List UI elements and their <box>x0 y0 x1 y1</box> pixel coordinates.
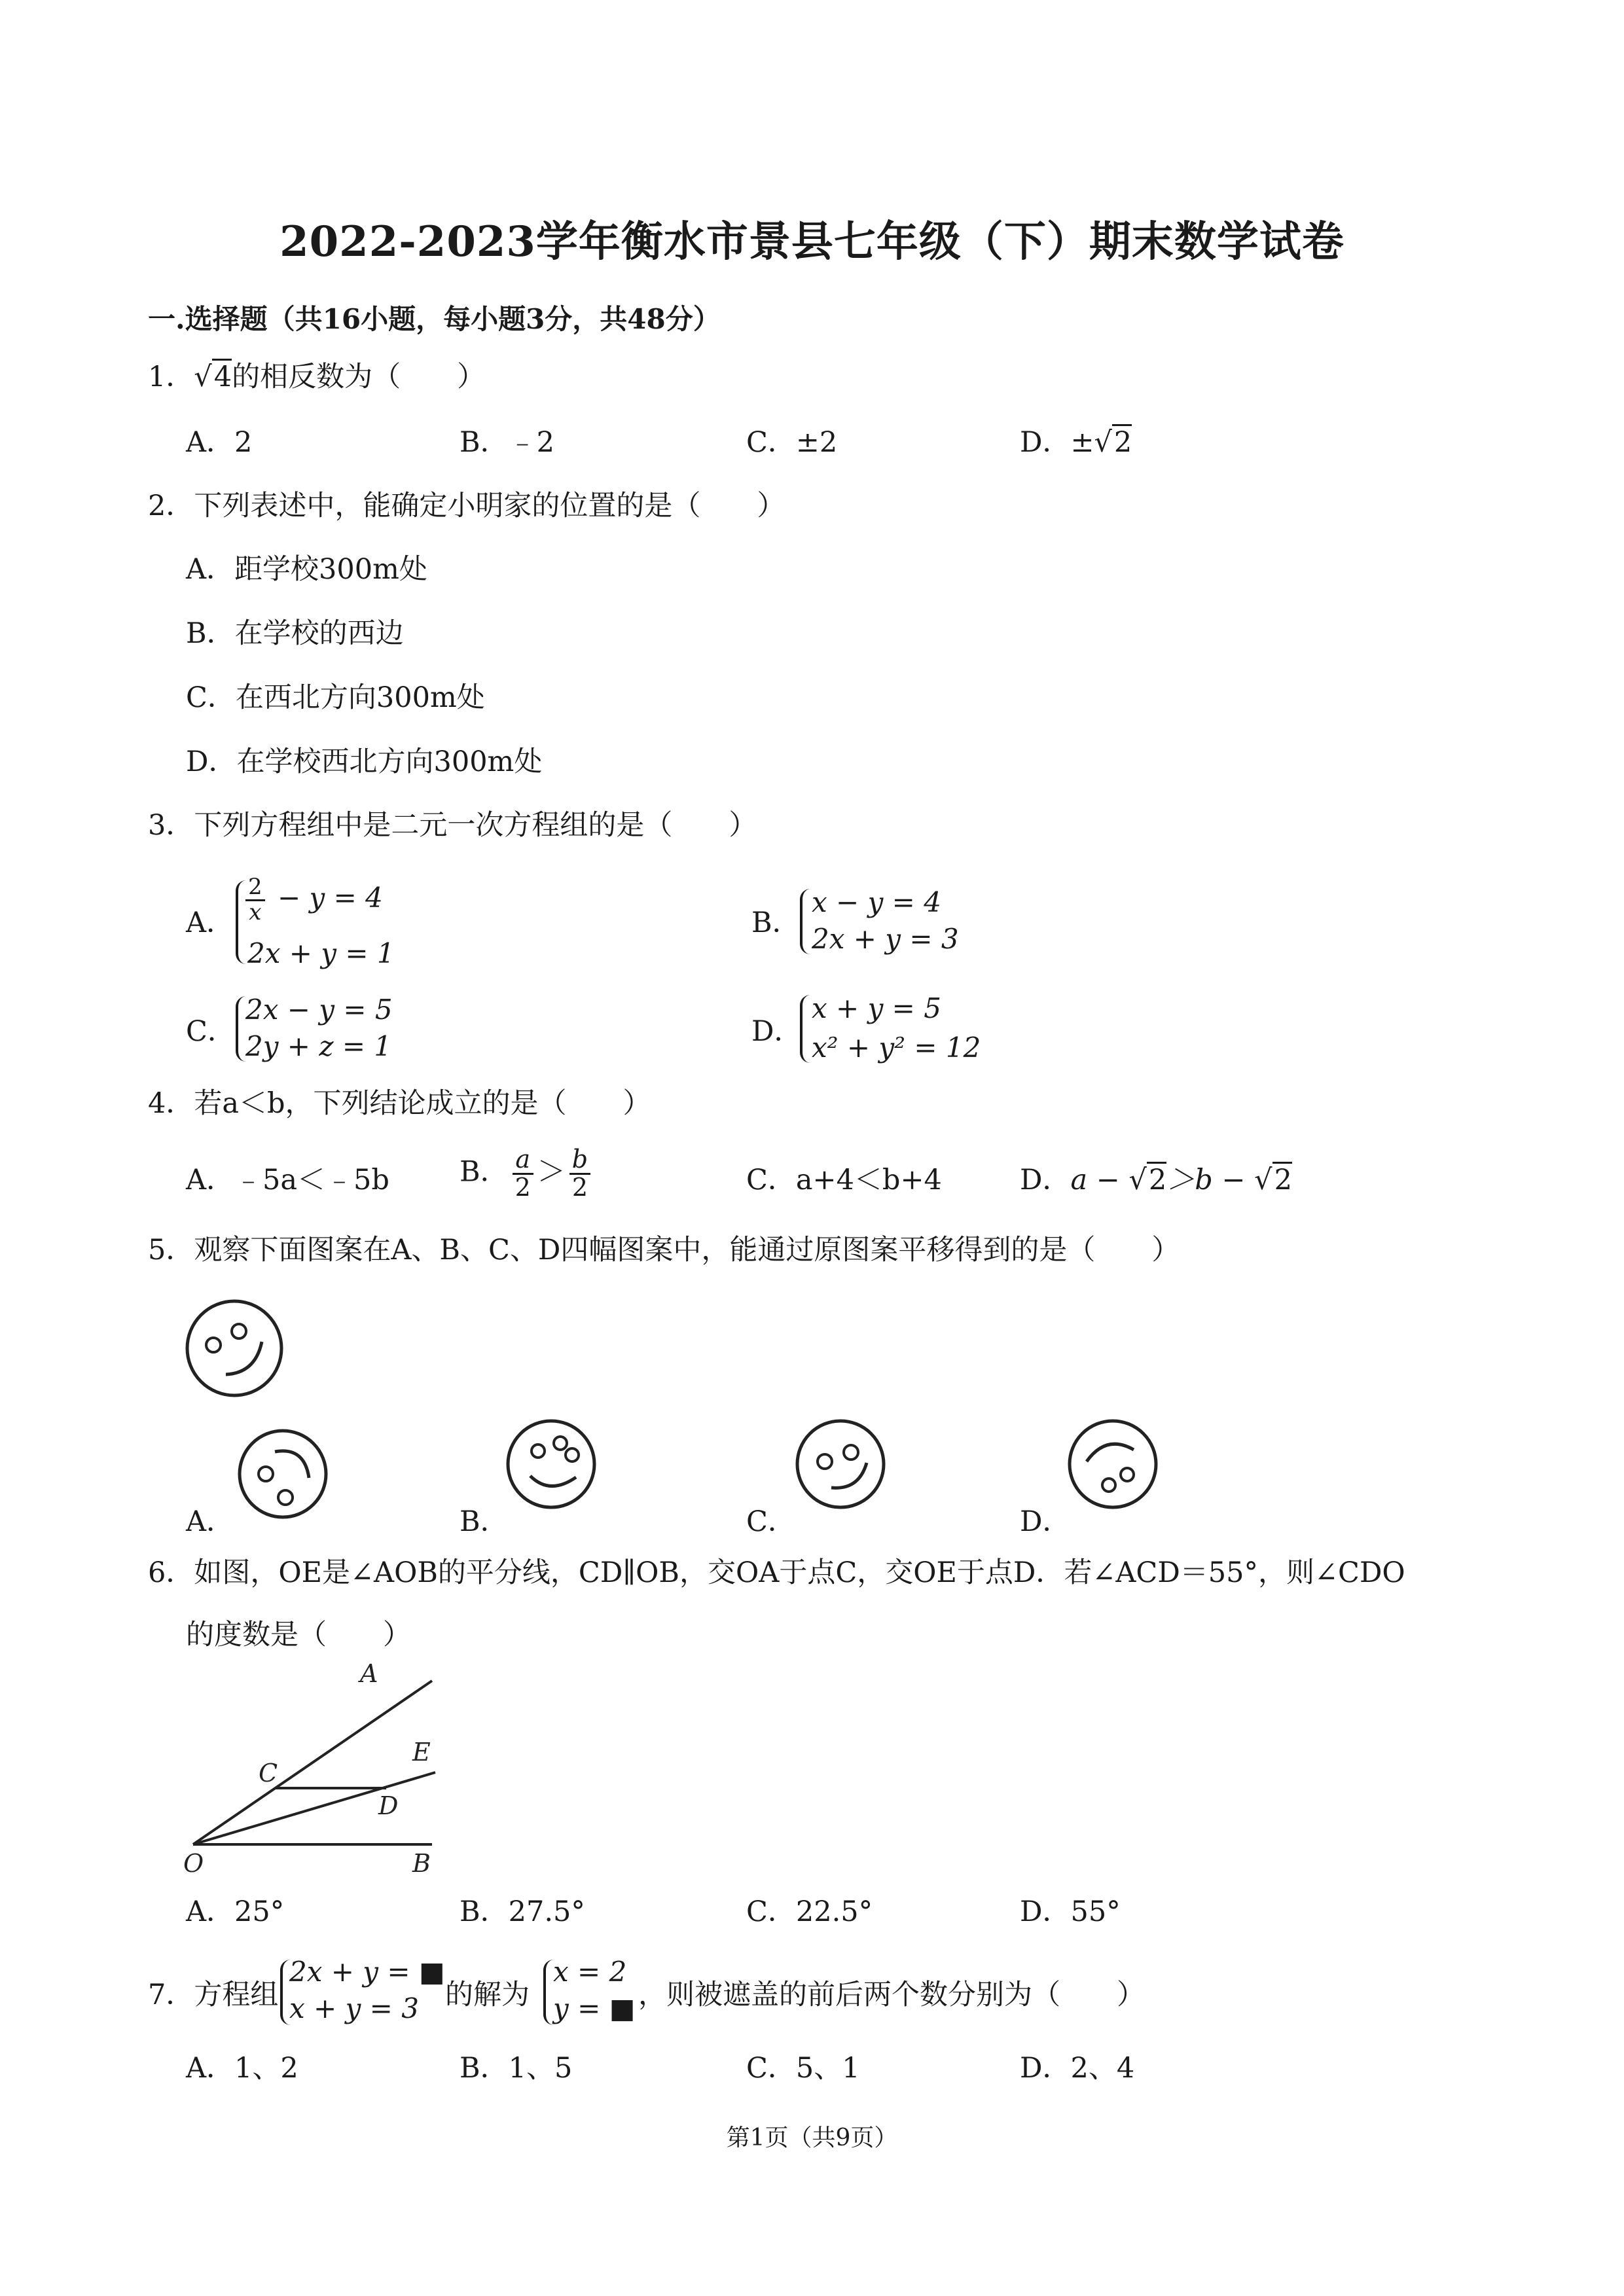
q1-option-c[interactable]: C．±2 <box>746 426 838 459</box>
question-number: 3． <box>148 809 194 842</box>
fraction <box>569 1147 590 1201</box>
q7-system-line2: x + y = 3 <box>289 1992 419 2024</box>
q4-option-c[interactable]: C．a+4＜b+4 <box>746 1164 942 1196</box>
smiley-face-icon-option-b[interactable] <box>504 1417 602 1515</box>
radicand: 4 <box>212 359 232 393</box>
label-c: C <box>259 1759 278 1787</box>
expression: a − <box>1070 1164 1129 1196</box>
q7-option-d[interactable]: D．2、4 <box>1020 2052 1135 2085</box>
q1-option-b[interactable]: B．﹣2 <box>460 426 554 459</box>
q5-option-c[interactable]: C． <box>746 1505 796 1538</box>
question-number: 1． <box>148 361 194 393</box>
q2-option-a[interactable]: A．距学校300m处 <box>186 553 427 586</box>
question-7-mid-text: 的解为 <box>445 1979 530 2011</box>
label-e: E <box>412 1738 431 1767</box>
q2-option-c[interactable]: C．在西北方向300m处 <box>186 681 485 714</box>
fraction <box>513 1147 533 1201</box>
question-text: 下列方程组中是二元一次方程组的是（ ） <box>194 809 757 842</box>
equation-text: − y = 4 <box>268 882 383 914</box>
q4-option-b[interactable] <box>460 1147 594 1201</box>
brace <box>236 880 246 964</box>
question-4 <box>148 1085 651 1122</box>
q5-option-b[interactable]: B． <box>460 1505 509 1538</box>
q3-a-line1 <box>245 876 383 924</box>
label-d: D <box>378 1791 399 1820</box>
q4-option-a[interactable]: A．﹣5a＜﹣5b <box>186 1164 389 1196</box>
option-label: B． <box>460 1155 509 1189</box>
question-number: 6． <box>148 1556 194 1589</box>
label-o: O <box>183 1849 204 1878</box>
question-text: 方程组 <box>194 1979 279 2011</box>
q7-option-c[interactable]: C．5、1 <box>746 2052 860 2085</box>
question-1 <box>148 359 485 395</box>
brace <box>236 996 246 1062</box>
fraction <box>245 876 265 924</box>
q1-option-a[interactable]: A．2 <box>186 426 253 459</box>
fraction-numerator: a <box>513 1147 533 1175</box>
sqrt-sign: √ <box>1128 1164 1147 1196</box>
q7-option-a[interactable]: A．1、2 <box>186 2052 298 2085</box>
q3-d-line2: x² + y² = 12 <box>812 1031 981 1064</box>
question-7-number <box>148 1977 278 2013</box>
q2-option-d[interactable]: D．在学校西北方向300m处 <box>186 745 543 778</box>
q6-option-d[interactable]: D．55° <box>1020 1895 1121 1928</box>
angle-bisector-figure <box>183 1659 458 1885</box>
q3-b-line2: 2x + y = 3 <box>812 923 959 955</box>
label-a: A <box>360 1659 378 1688</box>
question-text: 若a＜b，下列结论成立的是（ ） <box>194 1087 651 1120</box>
q3-option-b[interactable]: B． <box>751 906 801 939</box>
question-5 <box>148 1232 1180 1268</box>
q3-d-line1: x + y = 5 <box>812 992 941 1024</box>
question-6 <box>148 1554 1405 1591</box>
page-title: 2022-2023学年衡水市景县七年级（下）期末数学试卷 <box>280 217 1344 266</box>
smiley-face-icon-option-c[interactable] <box>793 1417 892 1515</box>
q4-option-d[interactable] <box>1020 1162 1292 1198</box>
brace <box>543 1960 554 2025</box>
page-footer: 第1页（共9页） <box>726 2125 898 2151</box>
q6-option-c[interactable]: C．22.5° <box>746 1895 873 1928</box>
radicand: 2 <box>1112 424 1132 459</box>
question-6-continued: 的度数是（ ） <box>186 1619 411 1651</box>
fraction-denominator: 2 <box>571 1172 588 1202</box>
q6-option-a[interactable]: A．25° <box>186 1895 285 1928</box>
smiley-face-icon-option-a[interactable] <box>236 1427 334 1525</box>
q7-option-b[interactable]: B．1、5 <box>460 2052 573 2085</box>
q2-option-b[interactable]: B．在学校的西边 <box>186 617 404 650</box>
q3-option-c[interactable]: C． <box>186 1015 236 1048</box>
label-b: B <box>412 1849 431 1878</box>
question-number: 4． <box>148 1087 194 1120</box>
radicand: 2 <box>1147 1162 1166 1196</box>
q5-option-a[interactable]: A． <box>186 1505 235 1538</box>
question-2 <box>148 488 785 524</box>
fraction-numerator: 2 <box>245 876 265 901</box>
q3-c-line1: 2x − y = 5 <box>245 994 393 1026</box>
smiley-face-icon-original <box>183 1296 288 1401</box>
sqrt-sign: √ <box>1094 426 1112 459</box>
question-text: 观察下面图案在A、B、C、D四幅图案中，能通过原图案平移得到的是（ ） <box>194 1234 1180 1266</box>
operator: ＞ <box>537 1155 566 1189</box>
fraction-denominator: x <box>249 899 262 925</box>
q7-solution-line1: x = 2 <box>553 1956 627 1988</box>
question-text: 的相反数为（ ） <box>232 361 486 393</box>
fraction-denominator: 2 <box>514 1172 531 1202</box>
question-text: 如图，OE是∠AOB的平分线，CD∥OB，交OA于点C，交OE于点D．若∠ACD＝55°，则∠CDO <box>194 1556 1405 1589</box>
section-heading: 一.选择题（共16小题，每小题3分，共48分） <box>148 303 721 335</box>
sqrt-sign: √ <box>1254 1164 1272 1196</box>
brace <box>800 995 810 1063</box>
q6-option-b[interactable]: B．27.5° <box>460 1895 585 1928</box>
question-text: 下列表述中，能确定小明家的位置的是（ ） <box>194 490 785 522</box>
q5-option-d[interactable]: D． <box>1020 1505 1071 1538</box>
q3-option-d[interactable]: D． <box>751 1015 803 1048</box>
sqrt-sign: √ <box>194 361 212 393</box>
question-number: 2． <box>148 490 194 522</box>
q3-b-line1: x − y = 4 <box>812 886 941 918</box>
q7-solution-line2: y = ■ <box>553 1992 636 2024</box>
question-number: 7． <box>148 1979 194 2011</box>
question-7-post-text: ，则被遮盖的前后两个数分别为（ ） <box>638 1979 1145 2011</box>
smiley-face-icon-option-d[interactable] <box>1066 1417 1164 1515</box>
expression: ＞b − <box>1166 1164 1255 1196</box>
q3-option-a[interactable]: A． <box>186 906 235 939</box>
option-label: D． <box>1020 1164 1071 1196</box>
q3-a-line2: 2x + y = 1 <box>247 937 395 969</box>
q1-option-d[interactable] <box>1020 424 1132 461</box>
q3-c-line2: 2y + z = 1 <box>245 1030 392 1062</box>
option-prefix: D．± <box>1020 426 1094 459</box>
question-3 <box>148 807 757 844</box>
fraction-numerator: b <box>569 1147 590 1175</box>
radicand: 2 <box>1272 1162 1292 1196</box>
brace <box>800 889 810 954</box>
question-number: 5． <box>148 1234 194 1266</box>
q7-system-line1: 2x + y = ■ <box>289 1956 445 1988</box>
